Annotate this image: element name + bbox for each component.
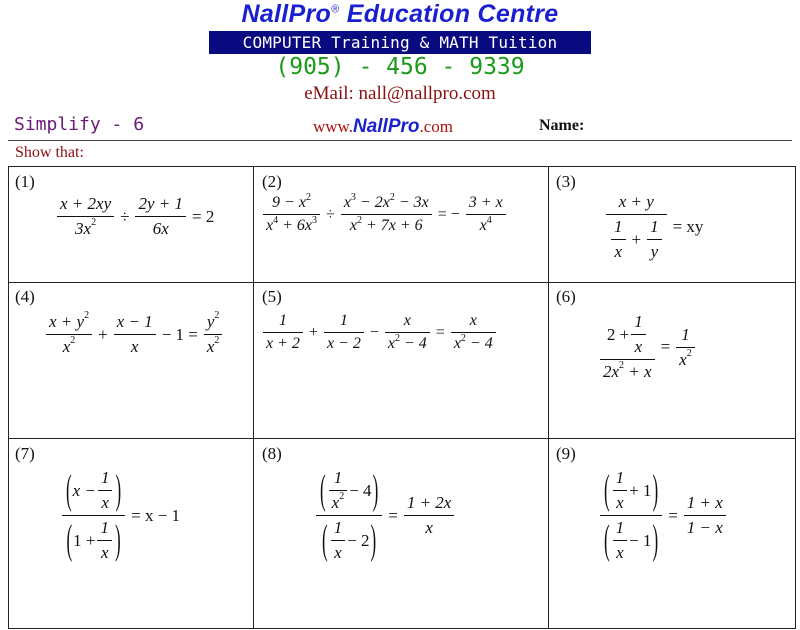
problem-label: (5) bbox=[262, 287, 282, 306]
complex-fraction: ( x − $\frac{1}{x}$ ) ( 1 + $\frac{1}{x}$ ) bbox=[62, 468, 125, 563]
problem-label: (4) bbox=[15, 287, 35, 306]
problem-label: (9) bbox=[556, 444, 576, 463]
fraction: $\frac{1}{x + 2}$ bbox=[263, 312, 303, 353]
fraction: $\frac{1}{x^2}$ bbox=[676, 325, 695, 370]
equation-1: $\frac{x + 2xy}{3x^2}$ ÷ $\frac{2y + 1}{6x}$ = 2 bbox=[55, 194, 218, 239]
header-divider bbox=[8, 140, 792, 141]
problem-label: (2) bbox=[262, 172, 282, 191]
fraction: $\frac{x^3 - 2x^2 - 3x}{x^2 + 7x + 6}$ bbox=[341, 194, 432, 235]
complex-fraction: x + y $\frac{1}{x}$ + $\frac{1}{y}$ bbox=[606, 192, 667, 262]
fraction: $\frac{1 + 2x}{x}$ bbox=[404, 493, 455, 538]
equation-9: ( $\frac{1}{x}$ + 1 ) ( $\frac{1}{x}$ − 1 ) = $\frac{1 + x}{1 - x}$ bbox=[598, 468, 728, 563]
equation-2: $\frac{9 - x^2}{x^4 + 6x^3}$ ÷ $\frac{x^3 - 2x^2 - 3x}{x^2 + 7x + 6}$ = − $\frac{3 + x}{x^4}$ bbox=[261, 194, 508, 235]
phone-number: (905) - 456 - 9339 bbox=[275, 54, 525, 80]
grid-border-col1 bbox=[253, 166, 254, 629]
problem-label: (6) bbox=[556, 287, 576, 306]
centre-title: NallPro® Education Centre bbox=[241, 0, 559, 28]
fraction: $\frac{3 + x}{x^4}$ bbox=[466, 194, 506, 235]
complex-fraction: ( $\frac{1}{x}$ + 1 ) ( $\frac{1}{x}$ − 1 ) bbox=[600, 468, 662, 563]
grid-border-left bbox=[8, 166, 9, 629]
name-label: Name: bbox=[539, 117, 585, 134]
fraction: $\frac{x - 1}{x}$ bbox=[114, 312, 156, 357]
fraction: $\frac{x}{x^2 - 4}$ bbox=[385, 312, 430, 353]
problem-label: (7) bbox=[15, 444, 35, 463]
fraction: $\frac{y^2}{x^2}$ bbox=[204, 312, 223, 357]
fraction: $\frac{2y + 1}{6x}$ bbox=[135, 194, 186, 239]
website-link[interactable]: www.NallPro.com bbox=[313, 116, 454, 137]
grid-border-row1 bbox=[8, 282, 796, 283]
fraction: $\frac{1 + x}{1 - x}$ bbox=[684, 493, 726, 538]
grid-border-col2 bbox=[548, 166, 549, 629]
grid-border-right bbox=[795, 166, 796, 629]
equation-6: 2 + $\frac{1}{x}$ $2x^2 + x$ = $\frac{1}{x^2}$ bbox=[598, 312, 697, 382]
problem-label: (1) bbox=[15, 172, 35, 191]
grid-border-bottom bbox=[8, 628, 796, 629]
fraction: $\frac{x}{x^2 - 4}$ bbox=[451, 312, 496, 353]
fraction: $\frac{x + 2xy}{3x^2}$ bbox=[57, 194, 114, 239]
complex-fraction: ( $\frac{1}{x^2}$ − 4 ) ( $\frac{1}{x}$ − 2 ) bbox=[316, 468, 382, 563]
equation-4: $\frac{x + y^2}{x^2}$ + $\frac{x - 1}{x}$ − 1 = $\frac{y^2}{x^2}$ bbox=[44, 312, 224, 357]
worksheet-title: Simplify - 6 bbox=[14, 114, 145, 135]
tagline-banner: COMPUTER Training & MATH Tuition bbox=[209, 31, 591, 54]
equation-8: ( $\frac{1}{x^2}$ − 4 ) ( $\frac{1}{x}$ − 2 ) = $\frac{1 + 2x}{x}$ bbox=[314, 468, 456, 563]
problem-label: (3) bbox=[556, 172, 576, 191]
instruction-text: Show that: bbox=[15, 144, 84, 161]
fraction: $\frac{x + y^2}{x^2}$ bbox=[46, 312, 92, 357]
fraction: $\frac{1}{x - 2}$ bbox=[324, 312, 364, 353]
grid-border-row2 bbox=[8, 438, 796, 439]
equation-7: ( x − $\frac{1}{x}$ ) ( 1 + $\frac{1}{x}$ ) = x − 1 bbox=[60, 468, 184, 563]
complex-fraction: 2 + $\frac{1}{x}$ $2x^2 + x$ bbox=[600, 312, 655, 382]
grid-border-top bbox=[8, 166, 796, 167]
fraction: $\frac{9 - x^2}{x^4 + 6x^3}$ bbox=[263, 194, 320, 235]
problem-label: (8) bbox=[262, 444, 282, 463]
registered-mark: ® bbox=[331, 3, 340, 16]
equation-3: x + y $\frac{1}{x}$ + $\frac{1}{y}$ = xy bbox=[604, 192, 707, 262]
email-address[interactable]: eMail: nall@nallpro.com bbox=[304, 83, 496, 104]
equation-5: $\frac{1}{x + 2}$ + $\frac{1}{x - 2}$ − $\frac{x}{x^2 - 4}$ = $\frac{x}{x^2 - 4}$ bbox=[261, 312, 498, 353]
